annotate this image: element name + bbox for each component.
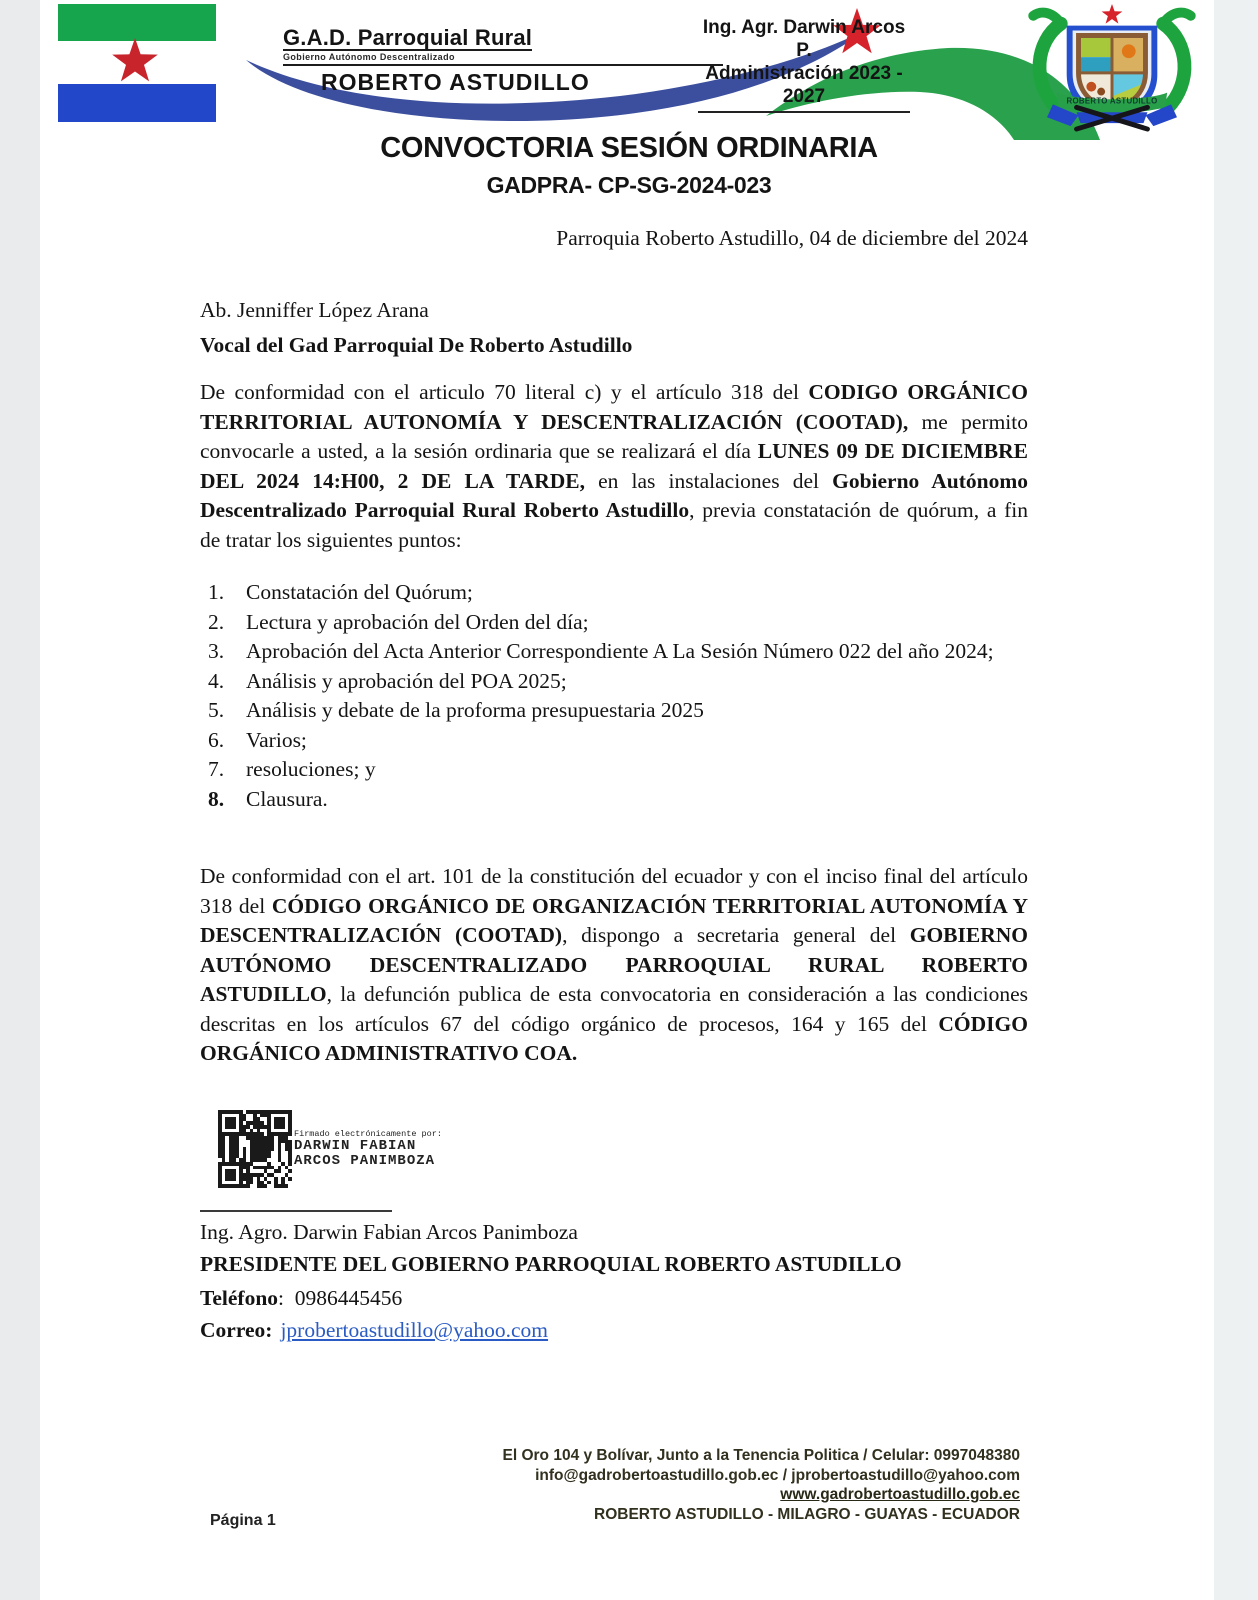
- esign-name-line1: DARWIN FABIAN: [294, 1138, 417, 1154]
- footer-website-link[interactable]: www.gadrobertoastudillo.gob.ec: [780, 1486, 1020, 1503]
- email-label: Correo:: [200, 1318, 273, 1342]
- document-reference: GADPRA- CP-SG-2024-023: [486, 172, 772, 198]
- agenda-item: 3. Aprobación del Acta Anterior Correspondiente A La Sesión Número 022 del año 2024;: [208, 639, 994, 663]
- document-title: CONVOCTORIA SESIÓN ORDINARIA: [380, 132, 878, 164]
- emblem-banner-text: ROBERTO ASTUDILLO: [1066, 96, 1158, 106]
- agenda-item: 4. Análisis y aprobación del POA 2025;: [208, 668, 567, 693]
- org-subtitle: Gobierno Autónomo Descentralizado: [283, 52, 455, 63]
- recipient-name: Ab. Jenniffer López Arana: [200, 298, 429, 322]
- agenda-item: 5. Análisis y debate de la proforma presupuestaria 2025: [208, 698, 704, 722]
- paragraph-convocation: De conformidad con el articulo 70 literal c) y el artículo 318 del CODIGO ORGÁNICO TERRITORIAL AUTONOMÍA Y DESCENTRALIZACIÓN (COOTAD), me permito convocarle a usted, a la sesión ordinaria que se realizará el día LUNES 09 DE DICIEMBRE DEL 2024 14:H00, 2 DE LA TARDE, en las instalaciones del Gobierno Autónomo Descentralizado Parroquial Rural Roberto Astudillo, previa constatación de quórum, a fin de tratar los siguientes puntos:: [200, 380, 1029, 552]
- dateline: Parroquia Roberto Astudillo, 04 de diciembre del 2024: [556, 226, 1028, 250]
- phone-value: 0986445456: [294, 1286, 403, 1310]
- org-name: G.A.D. Parroquial Rural: [283, 25, 533, 50]
- footer-emails: info@gadrobertoastudillo.gob.ec / jprobertoastudillo@yahoo.com: [535, 1466, 1020, 1484]
- footer-block: [503, 1446, 1020, 1524]
- email-link[interactable]: jprobertoastudillo@yahoo.com: [280, 1318, 549, 1342]
- administration-term: Administración 2023 - 2027: [705, 63, 903, 107]
- agenda-item: 8. Clausura.: [208, 786, 328, 811]
- footer-address: El Oro 104 y Bolívar, Junto a la Tenencia Politica / Celular: 0997048380: [502, 1447, 1020, 1464]
- recipient-block: [200, 296, 632, 360]
- agenda-item: 6. Varios;: [208, 727, 307, 752]
- agenda-item: 1. Constatación del Quórum;: [208, 580, 473, 604]
- title-block: [0, 132, 1258, 199]
- page-number: Página 1: [210, 1512, 276, 1529]
- phone-row: Teléfono: 0986445456: [200, 1286, 403, 1310]
- agenda-item: 7. resoluciones; y: [208, 757, 376, 781]
- administration-block: [698, 16, 910, 113]
- electronic-signature-stamp: [218, 1110, 442, 1188]
- agenda-list: [200, 578, 1028, 814]
- footer-location: ROBERTO ASTUDILLO - MILAGRO - GUAYAS - ECUADOR: [594, 1505, 1020, 1523]
- esign-caption: Firmado electrónicamente por:: [294, 1129, 442, 1139]
- phone-label: Teléfono: [200, 1286, 279, 1310]
- org-divider-rule: [283, 64, 723, 66]
- agenda-item: 2. Lectura y aprobación del Orden del día;: [208, 609, 589, 634]
- scan-edge-left: [0, 0, 40, 1600]
- recipient-role: Vocal del Gad Parroquial De Roberto Astudillo: [200, 333, 633, 357]
- paragraph-legal-basis: De conformidad con el art. 101 de la constitución del ecuador y con el inciso final del artículo 318 del CÓDIGO ORGÁNICO DE ORGANIZACIÓN TERRITORIAL AUTONOMÍA Y DESCENTRALIZACIÓN (COOTAD), dispongo a secretaria general del GOBIERNO AUTÓNOMO DESCENTRALIZADO PARROQUIAL RURAL ROBERTO ASTUDILLO, la defunción publica de esta convocatoria en consideración a las condiciones descritas en los artículos 67 del código orgánico de procesos, 164 y 165 del CÓDIGO ORGÁNICO ADMINISTRATIVO COA.: [200, 864, 1028, 1065]
- scan-edge-right: [1214, 0, 1258, 1600]
- signer-name: Ing. Agro. Darwin Fabian Arcos Panimboza: [200, 1220, 578, 1244]
- qr-code-pattern: [218, 1110, 292, 1188]
- coat-of-arms-icon: [1016, 2, 1208, 132]
- email-row: [200, 1318, 548, 1343]
- emblem-star-icon: [1102, 4, 1123, 24]
- administrator-name: Ing. Agr. Darwin Arcos P.: [702, 17, 906, 61]
- signer-role: PRESIDENTE DEL GOBIERNO PARROQUIAL ROBERTO ASTUDILLO: [200, 1252, 902, 1276]
- signature-rule: [200, 1210, 392, 1212]
- esign-text: [294, 1129, 442, 1169]
- parish-flag-icon: [58, 4, 216, 122]
- esign-name-line2: ARCOS PANIMBOZA: [294, 1153, 436, 1169]
- org-parish-name: ROBERTO ASTUDILLO: [321, 69, 590, 96]
- org-block: [283, 26, 725, 96]
